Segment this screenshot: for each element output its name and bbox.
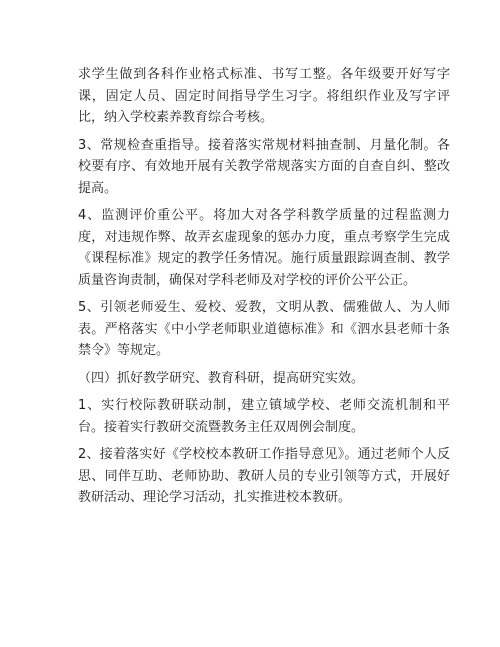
paragraph-routine-inspection: 3、常规检查重指导。接着落实常规材料抽查制、月量化制。各校要有序、有效地开展有关教学常规落实方面的自查自纠、整改提高。 bbox=[78, 137, 450, 196]
section-heading-research: （四）抓好教学研究、教育科研，提高研究实效。 bbox=[78, 370, 365, 386]
paragraph-research-linkage: 1、实行校际教研联动制，建立镇域学校、老师交流机制和平台。接着实行教研交流暨教务主任双周例会制度。 bbox=[78, 398, 450, 435]
document-body bbox=[78, 64, 450, 515]
paragraph-teacher-ethics: 5、引领老师爱生、爱校、爱教，文明从教、儒雅做人、为人师表。严格落实《中小学老师职业道德标准》和《泗水县老师十条禁令》等规定。 bbox=[78, 300, 450, 358]
paragraph-writing-requirements: 求学生做到各科作业格式标准、书写工整。各年级要开好写字课，固定人员、固定时间指导学生习字。将组织作业及写字评比，纳入学校素养教育综合考核。 bbox=[78, 67, 450, 125]
paragraph-evaluation-fairness: 4、监测评价重公平。将加大对各学科教学质量的过程监测力度，对违规作弊、故弄玄虚现象的惩办力度，重点考察学生完成《课程标准》规定的教学任务情况。施行质量跟踪调查制、教学质量咨询责制，确保对学科老师及对学校的评价公平公正。 bbox=[78, 208, 450, 288]
paragraph-school-based-research: 2、接着落实好《学校校本教研工作指导意见》。通过老师个人反思、同伴互助、老师协助、教研人员的专业引领等方式，开展好教研活动、理论学习活动，扎实推进校本教研。 bbox=[78, 447, 450, 505]
